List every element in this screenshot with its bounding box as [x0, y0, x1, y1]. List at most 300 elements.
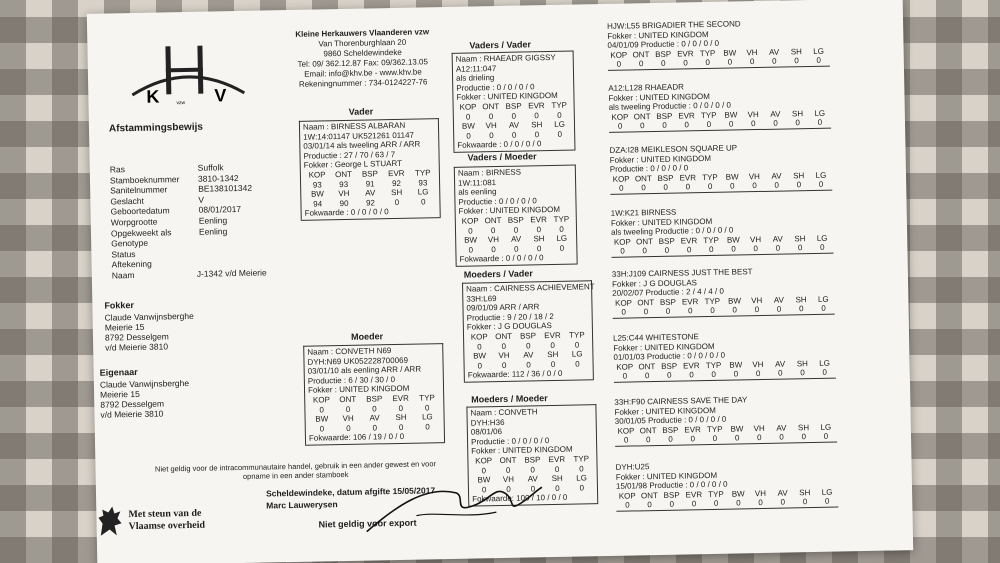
mv-line: Fokker : J G DOUGLAS	[466, 321, 552, 333]
ancestor-header-cell: BW	[730, 424, 744, 434]
ancestor-header-cell: EVR	[678, 111, 695, 121]
fokker-line: Meierie 15	[104, 321, 145, 333]
vv-score-cell: 0	[466, 131, 471, 141]
fokker-block	[104, 299, 194, 353]
vader-score-cell: 92	[391, 178, 402, 188]
ancestor-value-cell: 0	[617, 121, 623, 132]
ancestor-value-cell: 0	[728, 119, 734, 129]
org-header	[277, 27, 448, 90]
ancestor-box	[611, 205, 834, 258]
ancestor-header-cell: ONT	[639, 425, 657, 436]
mv-score-cell: 0	[526, 360, 531, 370]
ancestor-value-cell: 0	[689, 370, 694, 380]
fokker-line: v/d Meierie 3810	[105, 341, 169, 353]
ancestor-header-cell: TYP	[703, 235, 720, 245]
ancestor-l3: 15/01/98 Productie : 0 / 0 / 0 / 0	[615, 479, 728, 491]
ancestor-header-cell: BW	[731, 489, 745, 499]
ancestor-header-cell: LG	[815, 170, 827, 180]
vm-score-cell: AV	[511, 234, 522, 244]
org-email: Email: info@khv.be - www.khv.be	[304, 67, 422, 79]
ancestor-header-cell: BW	[724, 110, 738, 120]
ancestor-header-cell: BSP	[657, 173, 674, 183]
eigenaar-block	[100, 366, 190, 420]
ancestor-value-cell: 0	[732, 305, 738, 315]
vv-line: Naam : RHAEADR GIGSSY	[455, 52, 556, 64]
mv-score-cell: TYP	[568, 330, 585, 340]
vv-score-cell: BW	[461, 121, 475, 131]
ancestor-header-cell: LG	[821, 487, 833, 497]
vader-score-cell: KOP	[308, 170, 326, 180]
mm-score-cell: SH	[551, 473, 563, 484]
ancestor-value-cell: 0	[818, 180, 824, 190]
vm-score-cell: 0	[468, 226, 473, 236]
ancestor-header-cell: TYP	[706, 424, 723, 434]
moeder-box	[303, 343, 445, 446]
mv-line: Naam : CAIRNESS ACHIEVEMENT	[466, 282, 595, 294]
ancestor-value-cell: 0	[816, 56, 822, 66]
moeder-fokwaarde: Fokwaarde: 106 / 19 / 0 / 0	[308, 432, 405, 444]
logo-letter-h: H	[177, 76, 179, 78]
ancestor-header-cell: ONT	[633, 111, 651, 122]
ancestor-value-cell: 0	[774, 181, 780, 191]
moeder-score-cell: KOP	[312, 395, 330, 405]
ancestor-value-cell: 0	[621, 307, 627, 318]
vm-title: Vaders / Moeder	[467, 151, 537, 163]
mv-line: 33H:L69	[466, 293, 497, 304]
vm-score-cell: LG	[556, 233, 568, 244]
ancestor-value-cell: 0	[709, 245, 714, 255]
ancestor-header-cell: EVR	[685, 489, 703, 500]
vv-score-cell: BSP	[505, 101, 522, 111]
mv-score-cell: VH	[498, 350, 510, 361]
vader-line: 03/01/14 als tweeling ARR / ARR	[303, 139, 421, 151]
ancestor-header-cell: AV	[775, 359, 786, 369]
ancestor-header-cell: ONT	[632, 49, 650, 60]
ancestor-l3: 01/01/03 Productie : 0 / 0 / 0 / 0	[613, 350, 726, 363]
moeder-score-cell: ONT	[339, 394, 357, 405]
mm-score-cell: TYP	[573, 454, 590, 464]
ancestor-value-cell: 0	[772, 57, 777, 67]
mv-score-cell: 0	[575, 359, 580, 369]
mv-score-cell: 0	[477, 341, 482, 352]
vm-score-cell: 0	[513, 225, 519, 235]
ancestor-header-cell: AV	[777, 488, 788, 498]
mv-fokwaarde: Fokwaarde: 112 / 36 / 0 / 0	[467, 369, 563, 380]
mm-score-cell: 0	[505, 465, 511, 475]
ancestor-header-cell: TYP	[705, 360, 722, 370]
ancestor-value-cell: 0	[823, 432, 829, 442]
ancestor-value-cell: 0	[731, 244, 736, 254]
ancestor-value-cell: 0	[706, 120, 712, 130]
ancestor-header-cell: AV	[772, 234, 783, 244]
moeder-score-cell: EVR	[392, 393, 409, 404]
ancestor-l3: 20/02/07 Productie : 2 / 4 / 4 / 0	[612, 286, 724, 299]
vv-score-cell: EVR	[528, 101, 545, 111]
moeder-score-cell: BSP	[366, 394, 383, 404]
ancestor-value-cell: 0	[755, 369, 761, 379]
moeder-score-cell: BW	[315, 414, 329, 424]
ancestor-l2: Fokker : UNITED KINGDOM	[615, 470, 718, 482]
vader-score-cell: LG	[417, 187, 429, 197]
ancestor-value-cell: 0	[664, 246, 670, 256]
ancestor-l2: Fokker : UNITED KINGDOM	[614, 405, 716, 417]
ancestor-header-cell: VH	[748, 171, 760, 181]
ancestor-header-cell: ONT	[636, 236, 654, 247]
mv-score-cell: BSP	[519, 331, 537, 341]
ancestor-l1: A12:L128 RHAEADR	[608, 82, 684, 93]
ancestor-l1: 33H:F90 CAIRNESS SAVE THE DAY	[614, 395, 748, 407]
ancestor-header-cell: ONT	[640, 490, 658, 501]
ancestor-value-cell: 0	[797, 243, 803, 253]
ancestor-header-cell: AV	[769, 47, 780, 57]
ancestor-value-cell: 0	[641, 183, 646, 193]
eigenaar-heading: Eigenaar	[99, 366, 138, 378]
ancestor-value-cell: 0	[661, 59, 666, 69]
ancestor-header-cell: BSP	[656, 111, 673, 121]
ancestor-value-cell: 0	[705, 58, 711, 68]
moeder-score-cell: 0	[398, 403, 404, 413]
vm-score-cell: BW	[464, 235, 478, 245]
org-name: Kleine Herkauwers Vlaanderen vzw	[295, 27, 430, 39]
mm-score-cell: 0	[554, 464, 560, 474]
ancestor-header-cell: LG	[817, 294, 829, 304]
moeder-score-cell: 0	[319, 424, 325, 434]
ancestor-value-cell: 0	[800, 368, 805, 378]
mv-score-cell: LG	[571, 349, 583, 359]
ancestor-header-cell: SH	[796, 358, 808, 369]
ancestor-value-cell: 0	[796, 180, 802, 190]
ancestor-l2: Fokker : J G DOUGLAS	[611, 277, 698, 289]
field-value: Suffolk	[197, 162, 224, 173]
ancestor-header-cell: BSP	[662, 425, 679, 435]
ancestor-value-cell: 0	[795, 118, 801, 128]
ancestor-l1: L25:C44 WHITESTONE	[613, 332, 699, 343]
mm-score-cell: 0	[579, 483, 585, 493]
vader-score-cell: EVR	[387, 168, 405, 179]
ancestor-header-cell: AV	[771, 171, 782, 181]
vv-line: Productie : 0 / 0 / 0 / 0	[456, 82, 535, 93]
vv-score-cell: ONT	[482, 101, 500, 112]
ancestor-l1: HJW:L55 BRIGADIER THE SECOND	[607, 19, 741, 31]
ancestor-header-cell: VH	[753, 423, 765, 433]
ancestor-header-cell: TYP	[704, 296, 721, 306]
ancestor-value-cell: 0	[684, 120, 690, 130]
ancestor-box	[614, 394, 837, 447]
vm-box	[454, 165, 578, 267]
ancestor-value-cell: 0	[669, 500, 675, 510]
moeder-score-cell: VH	[342, 413, 354, 424]
field-label: Aftekening	[111, 259, 152, 270]
ancestor-value-cell: 0	[642, 246, 648, 256]
ancestor-header-cell: VH	[746, 47, 758, 58]
ancestor-value-cell: 0	[667, 371, 672, 381]
vader-score-cell: 93	[418, 177, 428, 188]
vader-fokwaarde: Fokwaarde : 0 / 0 / 0 / 0	[304, 207, 389, 219]
mv-frame	[462, 280, 594, 381]
ancestor-header-cell: BSP	[661, 361, 678, 371]
logo-sub: vzw	[176, 100, 186, 107]
mv-score-cell: SH	[547, 350, 559, 360]
logo-letter-k: K	[146, 86, 160, 107]
vv-score-cell: 0	[489, 130, 494, 140]
vv-score-cell: KOP	[459, 102, 477, 112]
pedigree-certificate	[87, 0, 913, 563]
ancestor-header-cell: KOP	[613, 237, 631, 247]
field-value: BE138101342	[198, 182, 253, 194]
ancestor-value-cell: 0	[776, 304, 782, 315]
field-value: Eenling	[198, 225, 228, 237]
ancestor-value-cell: 0	[820, 243, 825, 253]
vm-line: Naam : BIRNESS	[457, 167, 522, 178]
vv-score-cell: 0	[534, 110, 539, 120]
ancestor-l2: Fokker : UNITED KINGDOM	[608, 91, 710, 103]
field-label: Geslacht	[110, 195, 145, 207]
mm-score-cell: 0	[579, 463, 584, 474]
footer-note: Niet geldig voor de intracommunautaire handel, gebruik in een ander gewest en voor opname in een ander stamboek	[154, 459, 437, 481]
mv-score-cell: AV	[523, 350, 534, 360]
vm-score-cell: 0	[536, 243, 542, 254]
ancestor-header-cell: KOP	[611, 112, 629, 122]
ancestor-header-cell: ONT	[637, 297, 655, 308]
mm-score-cell: 0	[555, 483, 560, 493]
moeder-score-cell: TYP	[419, 393, 435, 403]
vm-score-cell: 0	[468, 245, 474, 255]
vm-score-cell: 0	[536, 224, 542, 234]
field-value: J-1342 v/d Meierie	[196, 267, 267, 279]
ancestor-header-cell: LG	[819, 358, 830, 368]
ancestor-value-cell: 0	[687, 306, 693, 316]
vv-score-cell: LG	[554, 119, 565, 130]
ancestor-header-cell: BW	[723, 48, 737, 58]
ancestor-header-cell: AV	[770, 109, 781, 119]
ancestor-box	[612, 266, 835, 319]
ancestor-value-cell: 0	[802, 497, 808, 507]
vader-score-cell: 92	[365, 198, 376, 208]
vader-line: Fokker : George L STUART	[303, 159, 403, 171]
mv-score-cell: ONT	[495, 331, 513, 342]
ancestor-value-cell: 0	[801, 432, 807, 442]
vader-line: Productie : 27 / 70 / 63 / 7	[303, 149, 396, 161]
field-label: Genotype	[111, 237, 149, 249]
ancestor-value-cell: 0	[622, 371, 628, 382]
ancestor-header-cell: KOP	[617, 426, 635, 436]
moeder-score-cell: SH	[395, 412, 407, 423]
vader-title: Vader	[348, 106, 374, 117]
ancestor-value-cell: 0	[646, 435, 651, 445]
mm-score-cell: KOP	[475, 456, 493, 466]
ancestor-header-cell: SH	[794, 233, 806, 244]
ancestor-l3: als tweeling Productie : 0 / 0 / 0 / 0	[608, 100, 732, 113]
vm-score-cell: 0	[514, 244, 519, 254]
ancestor-value-cell: 0	[798, 304, 804, 314]
mv-title: Moeders / Vader	[463, 268, 533, 280]
vader-line: 1W:14:01147 UK521261 01147	[303, 130, 415, 142]
ancestor-l3: 04/01/09 Productie : 0 / 0 / 0 / 0	[607, 38, 720, 51]
ancestor-header-cell: BSP	[659, 297, 677, 307]
vader-score-cell: ONT	[334, 169, 353, 180]
vv-line: als drieling	[455, 73, 495, 83]
vader-score-cell: BW	[310, 189, 325, 199]
ancestor-value-cell: 0	[733, 369, 739, 379]
moeder-score-cell: AV	[369, 413, 380, 423]
ancestor-value-cell: 0	[683, 58, 688, 68]
mm-score-cell: EVR	[548, 454, 566, 465]
mv-score-cell: EVR	[544, 330, 561, 341]
footer-export: Niet geldig voor export	[318, 517, 417, 530]
mm-score-cell: VH	[502, 474, 515, 485]
vv-score-cell: 0	[511, 111, 517, 121]
ancestor-header-cell: BW	[729, 360, 743, 370]
ancestor-value-cell: 0	[686, 245, 692, 255]
ancestor-header-cell: LG	[816, 233, 828, 243]
vm-score-cell: KOP	[461, 216, 479, 226]
vv-fokwaarde: Fokwaarde : 0 / 0 / 0 / 0	[457, 139, 542, 151]
ancestor-box	[608, 80, 831, 133]
ancestor-l2: Fokker : UNITED KINGDOM	[613, 341, 715, 353]
ancestor-l3: 30/01/05 Productie : 0 / 0 / 0 / 0	[614, 414, 727, 427]
moeder-score-cell: 0	[425, 422, 430, 432]
ancestor-header-cell: EVR	[680, 235, 698, 246]
mv-score-cell: 0	[477, 361, 483, 371]
doc-title: Afstammingsbewijs	[108, 121, 204, 135]
signature-icon	[356, 473, 547, 537]
ancestor-header-cell: SH	[799, 487, 811, 498]
mm-score-cell: 0	[530, 464, 535, 475]
field-label: Ras	[109, 164, 125, 175]
mm-score-cell: BW	[477, 475, 491, 485]
moeder-title: Moeder	[350, 331, 384, 342]
moeder-line: Productie : 6 / 30 / 30 / 0	[307, 374, 396, 386]
ancestor-header-cell: SH	[797, 422, 810, 433]
moeder-line: DYH:N69 UK052228700069	[307, 355, 409, 367]
ancestor-value-cell: 0	[638, 59, 644, 69]
mv-score-cell: 0	[550, 359, 556, 369]
vader-score-cell: 91	[365, 178, 375, 189]
field-label: Status	[111, 248, 136, 260]
mv-line: Productie : 9 / 20 / 18 / 2	[466, 311, 554, 323]
ancestor-value-cell: 0	[707, 182, 713, 192]
ancestor-value-cell: 0	[616, 60, 622, 70]
ancestor-value-cell: 0	[711, 370, 717, 380]
ancestor-l1: 33H:J109 CAIRNESS JUST THE BEST	[611, 267, 753, 279]
mm-line: DYH:H36	[470, 417, 505, 428]
ancestor-header-cell: TYP	[699, 48, 716, 58]
mm-fokwaarde: Fokwaarde: 100 / 10 / 0 / 0	[472, 493, 568, 504]
vm-score-cell: 0	[491, 244, 496, 254]
ancestor-l1: DZA:I28 MEIKLESON SQUARE UP	[609, 143, 738, 155]
ancestor-header-cell: SH	[790, 46, 802, 57]
ancestor-header-cell: KOP	[610, 50, 628, 60]
vader-box	[299, 118, 441, 221]
vv-score-cell: 0	[465, 112, 471, 122]
ancestor-value-cell: 0	[824, 497, 830, 507]
moeder-line: 03/01/10 als eenling ARR / ARR	[307, 364, 422, 376]
ancestor-value-cell: 0	[775, 243, 781, 254]
eigenaar-line: Claude Vanwijnsberghe	[99, 377, 190, 390]
ancestor-value-cell: 0	[662, 121, 667, 131]
moeder-score-cell: 0	[345, 404, 351, 414]
ancestor-value-cell: 0	[753, 244, 759, 254]
vader-score-cell: 93	[312, 179, 322, 190]
ancestor-header-cell: KOP	[616, 362, 634, 372]
mm-score-cell: 0	[506, 484, 511, 494]
field-label: Opgekweekt als	[110, 226, 172, 239]
moeder-frame	[303, 343, 445, 445]
ancestor-value-cell: 0	[734, 433, 740, 443]
mm-score-cell: ONT	[499, 455, 517, 466]
ancestor-header-cell: LG	[814, 108, 826, 118]
field-label: Stamboeknummer	[109, 173, 180, 186]
vm-score-cell: 0	[559, 243, 565, 253]
ancestor-value-cell: 0	[690, 434, 696, 444]
ancestor-value-cell: 0	[822, 368, 828, 378]
vader-score-cell: 93	[339, 179, 349, 189]
eigenaar-line: Meierie 15	[99, 388, 140, 400]
mm-score-cell: LG	[576, 473, 588, 483]
moeder-line: Fokker : UNITED KINGDOM	[307, 384, 410, 396]
field-label: Geboortedatum	[110, 205, 170, 217]
ancestor-header-cell: KOP	[614, 298, 633, 308]
ancestor-box	[615, 459, 838, 512]
ancestor-header-cell: BSP	[663, 490, 680, 500]
ancestor-header-cell: VH	[749, 234, 762, 244]
vv-score-cell: SH	[531, 120, 543, 130]
ancestor-value-cell: 0	[685, 182, 691, 192]
ancestor-header-cell: BSP	[658, 236, 675, 246]
ancestor-header-cell: SH	[793, 170, 805, 181]
ancestor-box	[609, 142, 832, 195]
mv-score-cell: 0	[525, 340, 531, 351]
ancestor-value-cell: 0	[757, 433, 762, 443]
ancestor-value-cell: 0	[640, 121, 645, 131]
ancestor-header-cell: EVR	[681, 296, 699, 307]
vv-line: A12:11:047	[455, 63, 497, 74]
ancestor-header-cell: BW	[726, 235, 740, 245]
mv-score-cell: 0	[501, 360, 507, 370]
vv-score-cell: 0	[488, 111, 494, 121]
ancestor-header-cell: VH	[754, 488, 767, 498]
ancestor-header-cell: EVR	[677, 49, 694, 59]
ancestor-value-cell: 0	[691, 499, 697, 509]
field-label: Naam	[111, 270, 135, 281]
ancestor-header-cell: AV	[773, 295, 785, 305]
moeder-score-cell: 0	[319, 404, 324, 415]
vader-line: Naam : BIRNESS ALBARAN	[302, 120, 406, 132]
vm-score-cell: SH	[533, 234, 545, 244]
vv-score-cell: 0	[511, 130, 517, 140]
field-value: Eenling	[198, 215, 228, 226]
moeder-score-cell: LG	[421, 412, 433, 422]
vader-score-cell: SH	[391, 188, 403, 198]
vm-score-cell: 0	[490, 225, 496, 235]
ancestor-value-cell: 0	[623, 435, 629, 446]
ancestor-value-cell: 0	[736, 498, 741, 508]
field-label: Worpgrootte	[110, 216, 158, 228]
vv-score-cell: TYP	[551, 100, 568, 110]
mm-score-cell: 0	[530, 484, 536, 494]
vader-score-cell: 90	[339, 198, 349, 208]
fokker-line: 8792 Desselgem	[104, 331, 169, 343]
eigenaar-line: v/d Meierie 3810	[100, 408, 164, 420]
org-city: 9860 Scheldewindeke	[323, 47, 402, 59]
vm-score-cell: TYP	[553, 214, 570, 224]
vm-score-cell: EVR	[530, 215, 547, 225]
mm-line: Productie : 0 / 0 / 0 / 0	[470, 435, 550, 447]
ancestor-header-cell: VH	[752, 359, 764, 369]
mm-score-cell: 0	[481, 465, 487, 475]
ancestor-l3: als tweeling Productie : 0 / 0 / 0 / 0	[610, 225, 734, 238]
ancestor-value-cell: 0	[779, 432, 784, 443]
